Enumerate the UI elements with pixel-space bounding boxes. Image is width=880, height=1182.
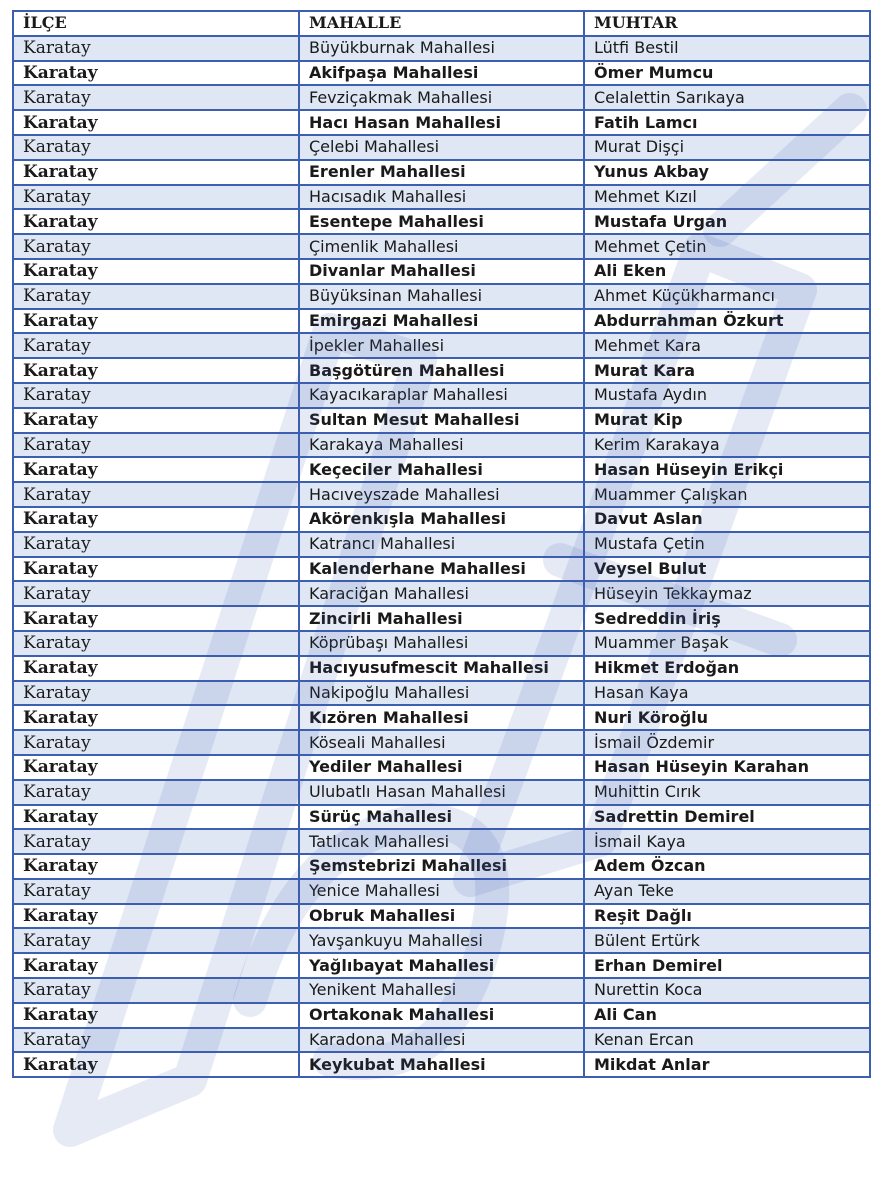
table-row (13, 805, 870, 830)
cell-mahalle: Köprübaşı Mahallesi (299, 631, 584, 656)
cell-muhtar: İsmail Kaya (584, 829, 870, 854)
cell-ilce: Karatay (13, 110, 299, 135)
cell-mahalle: Karakaya Mahallesi (299, 433, 584, 458)
cell-mahalle: Keçeciler Mahallesi (299, 457, 584, 482)
cell-muhtar: Ali Can (584, 1003, 870, 1028)
cell-muhtar: Veysel Bulut (584, 557, 870, 582)
table-row (13, 36, 870, 61)
cell-mahalle: Divanlar Mahallesi (299, 259, 584, 284)
cell-muhtar: Murat Dişçi (584, 135, 870, 160)
cell-ilce: Karatay (13, 854, 299, 879)
cell-mahalle: Ortakonak Mahallesi (299, 1003, 584, 1028)
cell-ilce: Karatay (13, 681, 299, 706)
table-row (13, 259, 870, 284)
table-row (13, 433, 870, 458)
cell-muhtar: Abdurrahman Özkurt (584, 309, 870, 334)
cell-muhtar: Ömer Mumcu (584, 61, 870, 86)
cell-ilce: Karatay (13, 36, 299, 61)
cell-mahalle: Yavşankuyu Mahallesi (299, 928, 584, 953)
header-mahalle: MAHALLE (299, 11, 584, 36)
cell-mahalle: İpekler Mahallesi (299, 333, 584, 358)
cell-muhtar: İsmail Özdemir (584, 730, 870, 755)
cell-mahalle: Yenice Mahallesi (299, 879, 584, 904)
cell-muhtar: Erhan Demirel (584, 953, 870, 978)
cell-ilce: Karatay (13, 581, 299, 606)
cell-mahalle: Karaciğan Mahallesi (299, 581, 584, 606)
cell-ilce: Karatay (13, 532, 299, 557)
cell-ilce: Karatay (13, 234, 299, 259)
table-row (13, 110, 870, 135)
cell-ilce: Karatay (13, 557, 299, 582)
table-row (13, 185, 870, 210)
table-row (13, 507, 870, 532)
cell-mahalle: Fevziçakmak Mahallesi (299, 85, 584, 110)
cell-mahalle: Hacısadık Mahallesi (299, 185, 584, 210)
cell-mahalle: Yediler Mahallesi (299, 755, 584, 780)
table-body (13, 36, 870, 1077)
table-row (13, 408, 870, 433)
cell-ilce: Karatay (13, 507, 299, 532)
cell-mahalle: Yağlıbayat Mahallesi (299, 953, 584, 978)
cell-ilce: Karatay (13, 1028, 299, 1053)
cell-muhtar: Sadrettin Demirel (584, 805, 870, 830)
cell-ilce: Karatay (13, 135, 299, 160)
cell-muhtar: Hasan Kaya (584, 681, 870, 706)
cell-muhtar: Lütfi Bestil (584, 36, 870, 61)
table-row (13, 557, 870, 582)
cell-ilce: Karatay (13, 61, 299, 86)
table-row (13, 482, 870, 507)
cell-muhtar: Mikdat Anlar (584, 1052, 870, 1077)
cell-mahalle: Emirgazi Mahallesi (299, 309, 584, 334)
header-muhtar: MUHTAR (584, 11, 870, 36)
table-row (13, 953, 870, 978)
cell-muhtar: Nurettin Koca (584, 978, 870, 1003)
cell-muhtar: Davut Aslan (584, 507, 870, 532)
cell-muhtar: Ayan Teke (584, 879, 870, 904)
cell-mahalle: Obruk Mahallesi (299, 904, 584, 929)
cell-ilce: Karatay (13, 209, 299, 234)
table-row (13, 755, 870, 780)
cell-mahalle: Kızören Mahallesi (299, 705, 584, 730)
table-row (13, 854, 870, 879)
cell-ilce: Karatay (13, 259, 299, 284)
table-row (13, 333, 870, 358)
table-row (13, 457, 870, 482)
table-row (13, 904, 870, 929)
cell-mahalle: Zincirli Mahallesi (299, 606, 584, 631)
table-row (13, 135, 870, 160)
cell-mahalle: Şemstebrizi Mahallesi (299, 854, 584, 879)
table-row (13, 284, 870, 309)
cell-muhtar: Mehmet Çetin (584, 234, 870, 259)
table-row (13, 631, 870, 656)
table-row (13, 730, 870, 755)
cell-ilce: Karatay (13, 284, 299, 309)
cell-ilce: Karatay (13, 780, 299, 805)
cell-mahalle: Nakipoğlu Mahallesi (299, 681, 584, 706)
header-ilce: İLÇE (13, 11, 299, 36)
cell-mahalle: Esentepe Mahallesi (299, 209, 584, 234)
cell-ilce: Karatay (13, 953, 299, 978)
cell-mahalle: Katrancı Mahallesi (299, 532, 584, 557)
cell-mahalle: Yenikent Mahallesi (299, 978, 584, 1003)
cell-ilce: Karatay (13, 85, 299, 110)
table-row (13, 61, 870, 86)
cell-muhtar: Sedreddin İriş (584, 606, 870, 631)
table-row (13, 581, 870, 606)
muhtar-list-sheet (12, 10, 869, 1078)
cell-ilce: Karatay (13, 978, 299, 1003)
cell-muhtar: Mustafa Urgan (584, 209, 870, 234)
cell-ilce: Karatay (13, 904, 299, 929)
cell-ilce: Karatay (13, 482, 299, 507)
cell-muhtar: Reşit Dağlı (584, 904, 870, 929)
cell-mahalle: Büyüksinan Mahallesi (299, 284, 584, 309)
cell-ilce: Karatay (13, 805, 299, 830)
cell-ilce: Karatay (13, 433, 299, 458)
table-row (13, 209, 870, 234)
cell-mahalle: Sultan Mesut Mahallesi (299, 408, 584, 433)
cell-ilce: Karatay (13, 160, 299, 185)
cell-mahalle: Akörenkışla Mahallesi (299, 507, 584, 532)
cell-muhtar: Hasan Hüseyin Erikçi (584, 457, 870, 482)
table-row (13, 681, 870, 706)
cell-muhtar: Hüseyin Tekkaymaz (584, 581, 870, 606)
cell-muhtar: Kerim Karakaya (584, 433, 870, 458)
table-row (13, 705, 870, 730)
table-row (13, 978, 870, 1003)
table-row (13, 780, 870, 805)
cell-mahalle: Büyükburnak Mahallesi (299, 36, 584, 61)
cell-mahalle: Hacıveyszade Mahallesi (299, 482, 584, 507)
cell-muhtar: Ali Eken (584, 259, 870, 284)
header-row (13, 11, 870, 36)
cell-mahalle: Akifpaşa Mahallesi (299, 61, 584, 86)
cell-mahalle: Çimenlik Mahallesi (299, 234, 584, 259)
table-row (13, 85, 870, 110)
cell-ilce: Karatay (13, 606, 299, 631)
cell-ilce: Karatay (13, 928, 299, 953)
table-row (13, 383, 870, 408)
cell-ilce: Karatay (13, 185, 299, 210)
table-row (13, 928, 870, 953)
cell-ilce: Karatay (13, 730, 299, 755)
cell-ilce: Karatay (13, 829, 299, 854)
table-row (13, 358, 870, 383)
cell-mahalle: Sürüç Mahallesi (299, 805, 584, 830)
cell-ilce: Karatay (13, 631, 299, 656)
cell-muhtar: Muammer Çalışkan (584, 482, 870, 507)
table-row (13, 1052, 870, 1077)
cell-ilce: Karatay (13, 879, 299, 904)
muhtar-table (12, 10, 871, 1078)
table-row (13, 309, 870, 334)
cell-mahalle: Köseali Mahallesi (299, 730, 584, 755)
cell-ilce: Karatay (13, 755, 299, 780)
cell-mahalle: Hacıyusufmescit Mahallesi (299, 656, 584, 681)
cell-ilce: Karatay (13, 383, 299, 408)
table-row (13, 1003, 870, 1028)
cell-muhtar: Hasan Hüseyin Karahan (584, 755, 870, 780)
cell-ilce: Karatay (13, 358, 299, 383)
cell-mahalle: Kalenderhane Mahallesi (299, 557, 584, 582)
cell-ilce: Karatay (13, 408, 299, 433)
table-row (13, 606, 870, 631)
cell-muhtar: Kenan Ercan (584, 1028, 870, 1053)
cell-muhtar: Mustafa Çetin (584, 532, 870, 557)
table-row (13, 829, 870, 854)
table-row (13, 879, 870, 904)
cell-ilce: Karatay (13, 656, 299, 681)
cell-muhtar: Muhittin Cırık (584, 780, 870, 805)
cell-muhtar: Yunus Akbay (584, 160, 870, 185)
cell-muhtar: Mehmet Kızıl (584, 185, 870, 210)
cell-muhtar: Murat Kara (584, 358, 870, 383)
cell-mahalle: Ulubatlı Hasan Mahallesi (299, 780, 584, 805)
cell-mahalle: Çelebi Mahallesi (299, 135, 584, 160)
cell-muhtar: Murat Kip (584, 408, 870, 433)
cell-muhtar: Muammer Başak (584, 631, 870, 656)
cell-muhtar: Bülent Ertürk (584, 928, 870, 953)
cell-ilce: Karatay (13, 309, 299, 334)
cell-muhtar: Mehmet Kara (584, 333, 870, 358)
cell-ilce: Karatay (13, 705, 299, 730)
cell-muhtar: Fatih Lamcı (584, 110, 870, 135)
table-row (13, 160, 870, 185)
cell-mahalle: Tatlıcak Mahallesi (299, 829, 584, 854)
cell-mahalle: Keykubat Mahallesi (299, 1052, 584, 1077)
cell-mahalle: Karadona Mahallesi (299, 1028, 584, 1053)
cell-mahalle: Hacı Hasan Mahallesi (299, 110, 584, 135)
cell-muhtar: Celalettin Sarıkaya (584, 85, 870, 110)
cell-muhtar: Hikmet Erdoğan (584, 656, 870, 681)
table-row (13, 1028, 870, 1053)
cell-mahalle: Erenler Mahallesi (299, 160, 584, 185)
cell-mahalle: Kayacıkaraplar Mahallesi (299, 383, 584, 408)
cell-muhtar: Adem Özcan (584, 854, 870, 879)
cell-ilce: Karatay (13, 1003, 299, 1028)
cell-muhtar: Ahmet Küçükharmancı (584, 284, 870, 309)
cell-muhtar: Nuri Köroğlu (584, 705, 870, 730)
cell-ilce: Karatay (13, 457, 299, 482)
table-row (13, 234, 870, 259)
cell-ilce: Karatay (13, 333, 299, 358)
cell-muhtar: Mustafa Aydın (584, 383, 870, 408)
table-row (13, 532, 870, 557)
table-row (13, 656, 870, 681)
cell-ilce: Karatay (13, 1052, 299, 1077)
cell-mahalle: Başgötüren Mahallesi (299, 358, 584, 383)
